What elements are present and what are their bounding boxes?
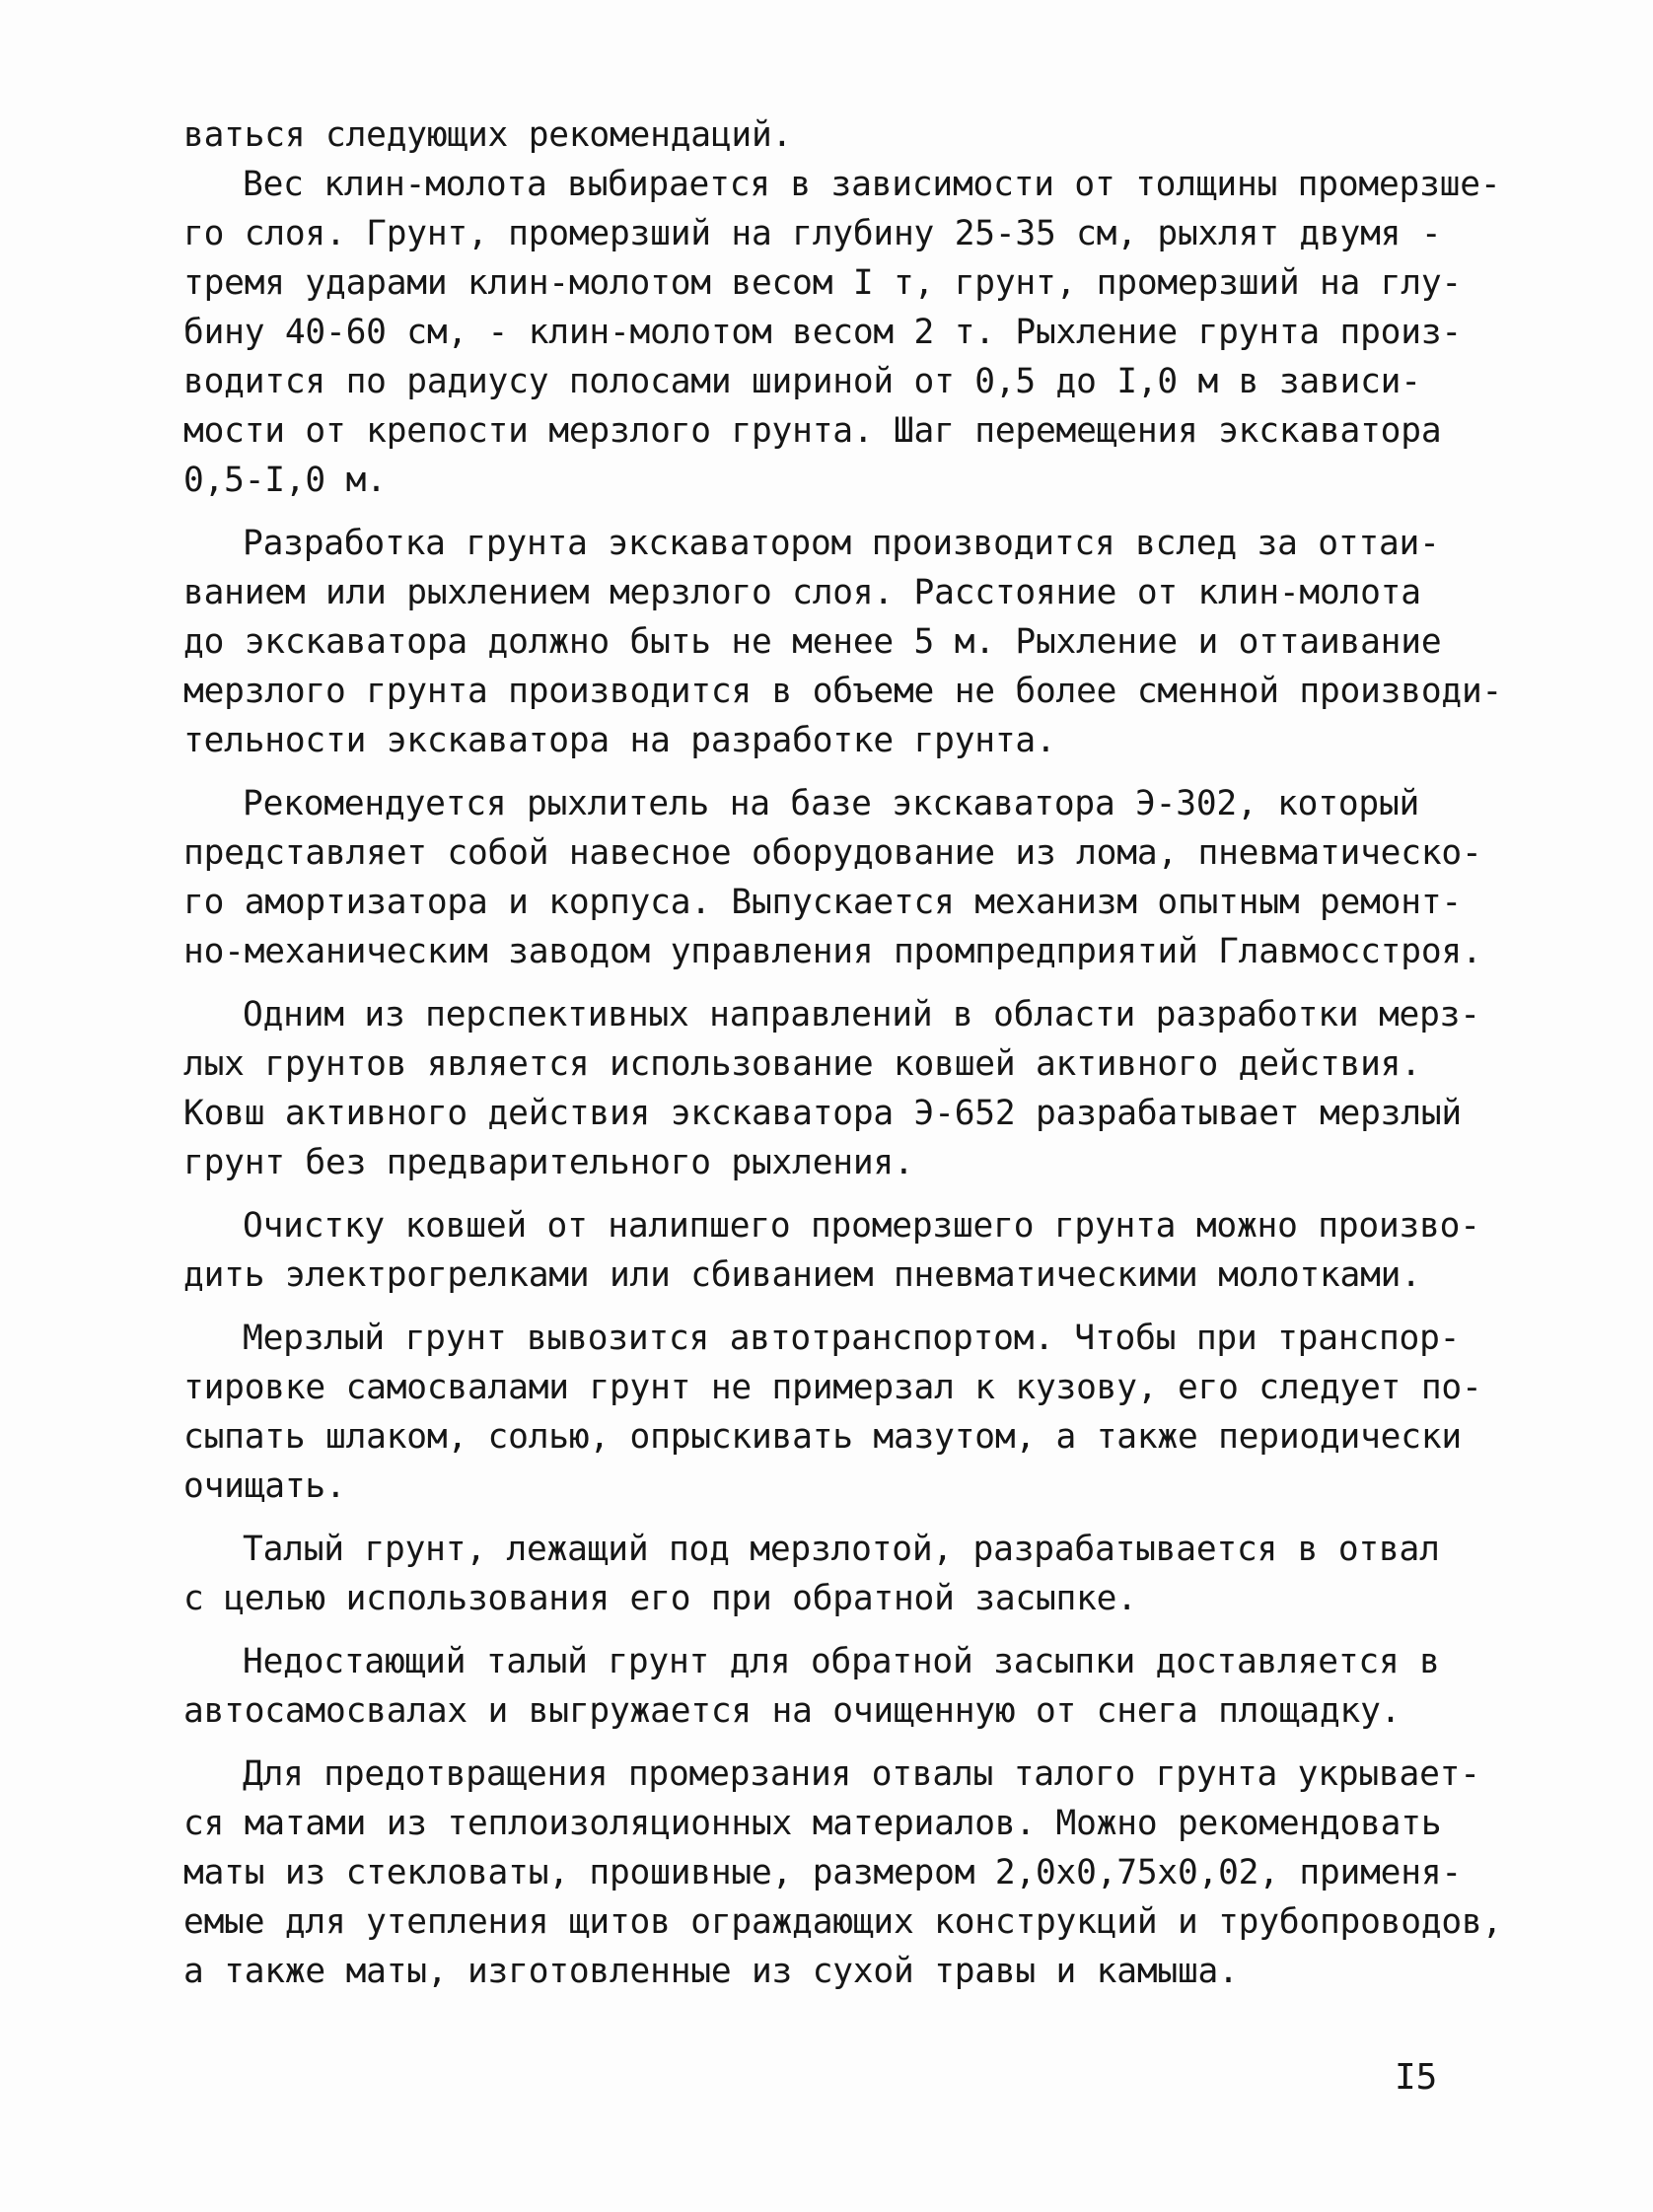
page-number: I5 — [1395, 2057, 1438, 2098]
text-line: очищать. — [183, 1466, 346, 1506]
text-line: до экскаватора должно быть не менее 5 м. Рыхление и оттаивание — [183, 622, 1442, 662]
text-line: ванием или рыхлением мерзлого слоя. Расстояние от клин-молота — [183, 573, 1421, 612]
text-line: лых грунтов является использование ковшей активного действия. — [183, 1044, 1421, 1084]
text-line: емые для утепления щитов ограждающих конструкций и трубопроводов, — [183, 1902, 1503, 1942]
text-line: водится по радиусу полосами шириной от 0,5 до I,0 м в зависи- — [183, 362, 1421, 401]
text-line: мерзлого грунта производится в объеме не более сменной производи- — [183, 672, 1503, 711]
text-line: тремя ударами клин-молотом весом I т, грунт, промерзший на глу- — [183, 263, 1462, 303]
text-line: ся матами из теплоизоляционных материалов. Можно рекомендовать — [183, 1804, 1442, 1843]
text-line: Вес клин-молота выбирается в зависимости от толщины промерзше- — [243, 165, 1501, 204]
text-line: Недостающий талый грунт для обратной засыпки доставляется в — [243, 1642, 1440, 1681]
text-line: но-механическим заводом управления промпредприятий Главмосстроя. — [183, 932, 1482, 971]
text-line: Мерзлый грунт вывозится автотранспортом. Чтобы при транспор- — [243, 1319, 1461, 1358]
text-line: Разработка грунта экскаватором производится вслед за оттаи- — [243, 524, 1440, 563]
text-line: маты из стекловаты, прошивные, размером 2,0х0,75х0,02, применя- — [183, 1853, 1462, 1892]
text-line: Ковш активного действия экскаватора Э-652 разрабатывает мерзлый — [183, 1094, 1462, 1133]
text-line: мости от крепости мерзлого грунта. Шаг перемещения экскаватора — [183, 411, 1442, 451]
text-line: тировке самосвалами грунт не примерзал к кузову, его следует по- — [183, 1368, 1482, 1407]
text-line: дить электрогрелками или сбиванием пневматическими молотками. — [183, 1255, 1421, 1295]
text-line: представляет собой навесное оборудование из лома, пневматическо- — [183, 833, 1482, 873]
text-line: Для предотвращения промерзания отвалы талого грунта укрывает- — [243, 1754, 1480, 1794]
text-line: сыпать шлаком, солью, опрыскивать мазутом, а также периодически — [183, 1417, 1462, 1457]
text-line: го амортизатора и корпуса. Выпускается механизм опытным ремонт- — [183, 883, 1462, 922]
text-line: грунт без предварительного рыхления. — [183, 1143, 914, 1182]
text-line: бину 40-60 см, - клин-молотом весом 2 т. Рыхление грунта произ- — [183, 313, 1462, 352]
text-line: го слоя. Грунт, промерзший на глубину 25-35 см, рыхлят двумя - — [183, 214, 1442, 253]
text-line: Рекомендуется рыхлитель на базе экскаватора Э-302, который — [243, 784, 1420, 823]
text-line: 0,5-I,0 м. — [183, 461, 387, 500]
text-line: с целью использования его при обратной засыпке. — [183, 1579, 1137, 1618]
body-text — [183, 110, 1503, 1996]
text-line: Очистку ковшей от налипшего промерзшего грунта можно произво- — [243, 1206, 1480, 1246]
text-line: Одним из перспективных направлений в области разработки мерз- — [243, 995, 1480, 1035]
text-line: автосамосвалах и выгружается на очищенную от снега площадку. — [183, 1691, 1401, 1731]
text-line: тельности экскаватора на разработке грунта. — [183, 721, 1056, 760]
text-line: ваться следующих рекомендаций. — [183, 115, 793, 155]
text-line: Талый грунт, лежащий под мерзлотой, разрабатывается в отвал — [243, 1530, 1440, 1569]
text-line: а также маты, изготовленные из сухой травы и камыша. — [183, 1952, 1239, 1991]
